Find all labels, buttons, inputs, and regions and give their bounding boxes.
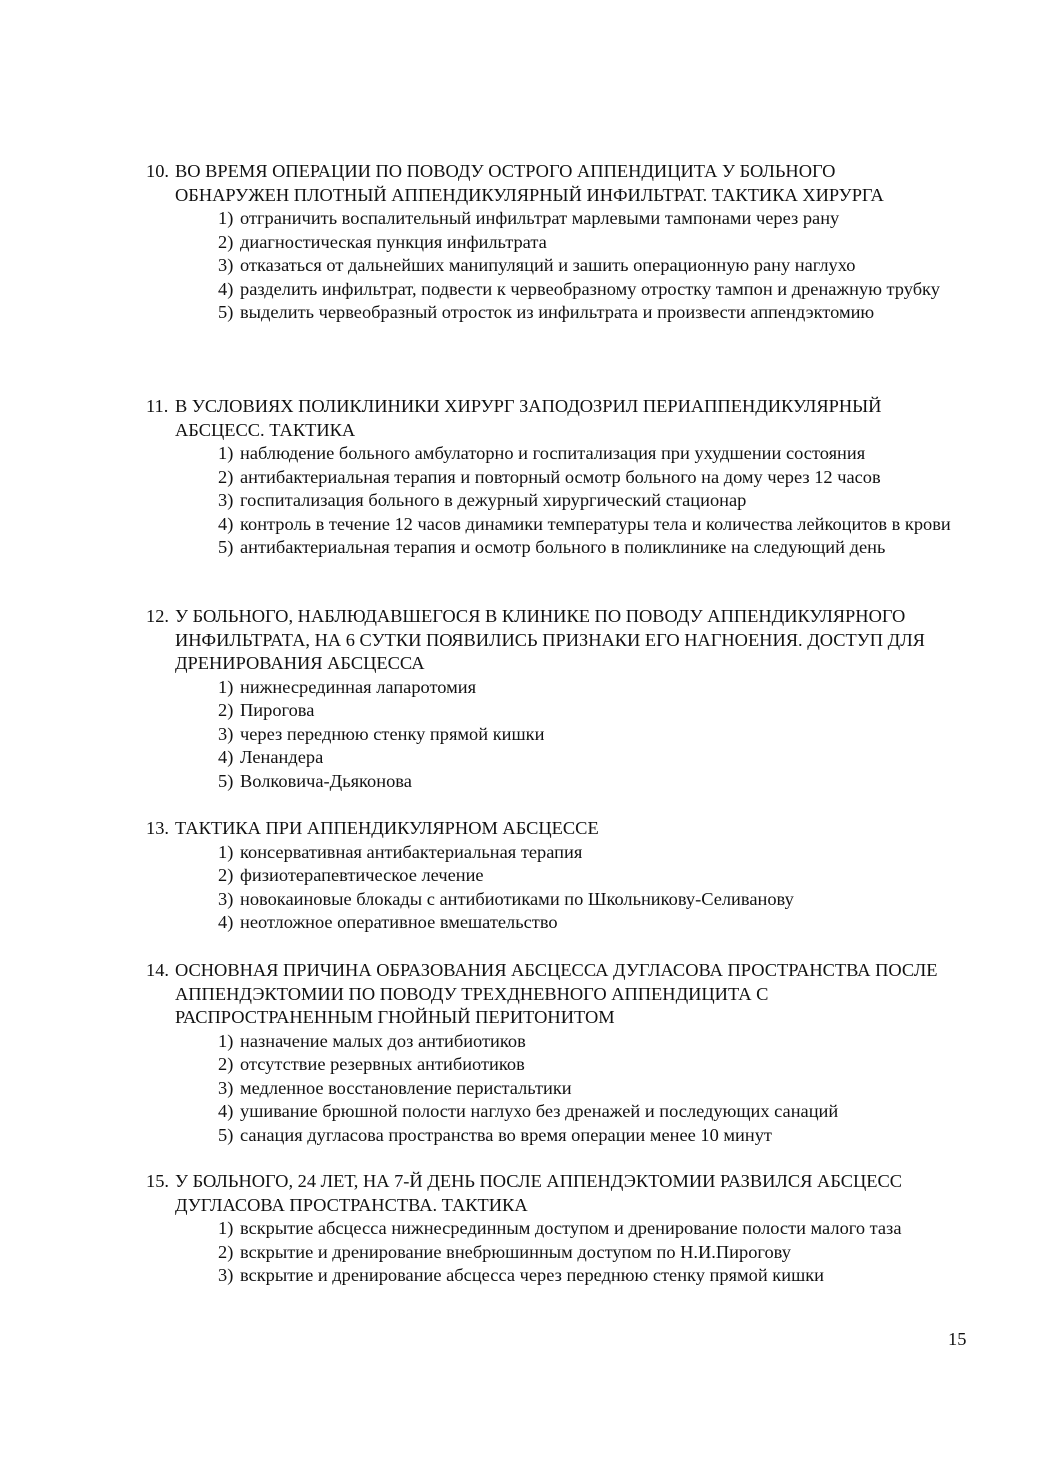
question-stem <box>146 395 976 442</box>
answer-number: 5) <box>218 302 234 322</box>
answer-number: 1) <box>218 208 234 228</box>
answer-text: назначение малых доз антибиотиков <box>240 1030 526 1051</box>
question-14 <box>146 959 976 1147</box>
answer-text: ушивание брюшной полости наглухо без дренажей и последующих санаций <box>240 1101 839 1121</box>
answer-option <box>218 1241 970 1265</box>
question-text: ОСНОВНАЯ ПРИЧИНА ОБРАЗОВАНИЯ АБСЦЕССА ДУГЛАСОВА ПРОСТРАНСТВА ПОСЛЕ АППЕНДЭКТОМИИ ПО ПОВОДУ ТРЕХДНЕВНОГО АППЕНДИЦИТА С РАСПРОСТРАНЕННЫМ ГНОЙНЫЙ ПЕРИТОНИТОМ <box>175 960 938 1027</box>
answer-option <box>218 1100 970 1124</box>
answer-option <box>218 536 970 560</box>
answer-text: неотложное оперативное вмешательство <box>240 912 558 932</box>
answer-number: 2) <box>218 865 234 885</box>
answer-text: разделить инфильтрат, подвести к червеобразному отростку тампон и дренажную трубку <box>240 278 940 299</box>
answer-number: 4) <box>218 1101 234 1121</box>
answer-text: санация дугласова пространства во время операции менее 10 минут <box>240 1124 772 1145</box>
answer-option <box>218 911 970 935</box>
answer-option <box>218 841 970 865</box>
answer-number: 2) <box>218 466 234 487</box>
answer-option <box>218 888 970 912</box>
question-number: 13. <box>146 818 169 838</box>
answer-number: 5) <box>218 537 234 557</box>
answer-number: 2) <box>218 700 234 720</box>
answer-option <box>218 699 970 723</box>
answer-text: нижнесрединная лапаротомия <box>240 676 477 697</box>
answer-option <box>218 466 970 490</box>
question-stem <box>146 959 976 1030</box>
answer-text: Волковича-Дьяконова <box>240 770 412 791</box>
answer-text: антибактериальная терапия и осмотр больного в поликлинике на следующий день <box>240 537 886 557</box>
answer-option <box>218 746 970 770</box>
answer-text: антибактериальная терапия и повторный осмотр больного на дому через 12 часов <box>240 466 881 487</box>
answer-option <box>218 278 970 302</box>
answer-number: 2) <box>218 1241 234 1262</box>
page-number: 15 <box>948 1329 967 1349</box>
answer-list <box>146 442 976 560</box>
question-text: ТАКТИКА ПРИ АППЕНДИКУЛЯРНОМ АБСЦЕССЕ <box>175 818 599 838</box>
question-stem <box>146 160 976 207</box>
answer-option <box>218 1264 970 1288</box>
question-11 <box>146 395 976 560</box>
answer-number: 1) <box>218 1030 234 1051</box>
answer-number: 3) <box>218 255 234 275</box>
question-number: 10. <box>146 161 169 181</box>
answer-list <box>146 1030 976 1148</box>
question-stem <box>146 1170 976 1217</box>
answer-text: госпитализация больного в дежурный хирургический стационар <box>240 490 747 510</box>
answer-number: 1) <box>218 1218 234 1238</box>
question-15 <box>146 1170 976 1288</box>
answer-text: контроль в течение 12 часов динамики температуры тела и количества лейкоцитов в крови <box>240 513 951 534</box>
answer-option <box>218 231 970 255</box>
question-number: 14. <box>146 960 169 980</box>
answer-option <box>218 442 970 466</box>
question-10 <box>146 160 976 325</box>
answer-text: медленное восстановление перистальтики <box>240 1077 572 1098</box>
question-number: 15. <box>146 1171 169 1191</box>
question-number: 11. <box>146 396 169 416</box>
answer-text: через переднюю стенку прямой кишки <box>240 723 545 744</box>
answer-option <box>218 1053 970 1077</box>
answer-number: 3) <box>218 490 234 510</box>
answer-text: Ленандера <box>240 747 324 767</box>
answer-option <box>218 301 970 325</box>
question-text: У БОЛЬНОГО, 24 ЛЕТ, НА 7-Й ДЕНЬ ПОСЛЕ АППЕНДЭКТОМИИ РАЗВИЛСЯ АБСЦЕСС ДУГЛАСОВА ПРОСТРАНСТВА. ТАКТИКА <box>175 1171 903 1215</box>
answer-text: наблюдение больного амбулаторно и госпитализация при ухудшении состояния <box>240 443 866 463</box>
answer-number: 1) <box>218 841 234 862</box>
answer-text: новокаиновые блокады с антибиотиками по Школьникову-Селиванову <box>240 888 794 909</box>
answer-text: вскрытие и дренирование внебрюшинным доступом по Н.И.Пирогову <box>240 1241 791 1262</box>
answer-option <box>218 1217 970 1241</box>
answer-number: 4) <box>218 912 234 932</box>
answer-text: вскрытие абсцесса нижнесрединным доступом и дренирование полости малого таза <box>240 1218 902 1238</box>
answer-list <box>146 841 976 935</box>
answer-number: 1) <box>218 676 234 697</box>
answer-number: 4) <box>218 278 234 299</box>
question-text: ВО ВРЕМЯ ОПЕРАЦИИ ПО ПОВОДУ ОСТРОГО АППЕНДИЦИТА У БОЛЬНОГО ОБНАРУЖЕН ПЛОТНЫЙ АППЕНДИКУЛЯРНЫЙ ИНФИЛЬТРАТ. ТАКТИКА ХИРУРГА <box>175 161 884 205</box>
answer-number: 3) <box>218 1077 234 1098</box>
question-13 <box>146 817 976 935</box>
question-12 <box>146 605 976 793</box>
answer-option <box>218 1030 970 1054</box>
answer-number: 3) <box>218 888 234 909</box>
answer-number: 1) <box>218 443 234 463</box>
answer-text: диагностическая пункция инфильтрата <box>240 231 547 252</box>
question-text: У БОЛЬНОГО, НАБЛЮДАВШЕГОСЯ В КЛИНИКЕ ПО ПОВОДУ АППЕНДИКУЛЯРНОГО ИНФИЛЬТРАТА, НА 6 СУТКИ ПОЯВИЛИСЬ ПРИЗНАКИ ЕГО НАГНОЕНИЯ. ДОСТУП ДЛЯ ДРЕНИРОВАНИЯ АБСЦЕССА <box>175 606 925 673</box>
answer-text: физиотерапевтическое лечение <box>240 865 484 885</box>
answer-option <box>218 1124 970 1148</box>
answer-list <box>146 207 976 325</box>
answer-number: 5) <box>218 1124 234 1145</box>
answer-text: отсутствие резервных антибиотиков <box>240 1054 525 1074</box>
answer-option <box>218 676 970 700</box>
answer-number: 3) <box>218 1265 234 1285</box>
answer-text: консервативная антибактериальная терапия <box>240 841 583 862</box>
answer-option <box>218 1077 970 1101</box>
answer-number: 4) <box>218 513 234 534</box>
answer-text: отграничить воспалительный инфильтрат марлевыми тампонами через рану <box>240 208 840 228</box>
answer-option <box>218 723 970 747</box>
answer-number: 4) <box>218 747 234 767</box>
answer-text: вскрытие и дренирование абсцесса через переднюю стенку прямой кишки <box>240 1265 825 1285</box>
answer-number: 2) <box>218 231 234 252</box>
answer-option <box>218 207 970 231</box>
answer-option <box>218 513 970 537</box>
question-text: В УСЛОВИЯХ ПОЛИКЛИНИКИ ХИРУРГ ЗАПОДОЗРИЛ ПЕРИАППЕНДИКУЛЯРНЫЙ АБСЦЕСС. ТАКТИКА <box>175 396 882 440</box>
answer-number: 5) <box>218 770 234 791</box>
answer-list <box>146 1217 976 1288</box>
question-stem <box>146 817 976 841</box>
question-number: 12. <box>146 606 169 626</box>
answer-text: выделить червеобразный отросток из инфильтрата и произвести аппендэктомию <box>240 302 875 322</box>
question-stem <box>146 605 976 676</box>
answer-number: 2) <box>218 1054 234 1074</box>
answer-list <box>146 676 976 794</box>
answer-option <box>218 254 970 278</box>
answer-text: Пирогова <box>240 700 315 720</box>
answer-option <box>218 770 970 794</box>
answer-option <box>218 489 970 513</box>
answer-option <box>218 864 970 888</box>
answer-text: отказаться от дальнейших манипуляций и зашить операционную рану наглухо <box>240 255 856 275</box>
answer-number: 3) <box>218 723 234 744</box>
